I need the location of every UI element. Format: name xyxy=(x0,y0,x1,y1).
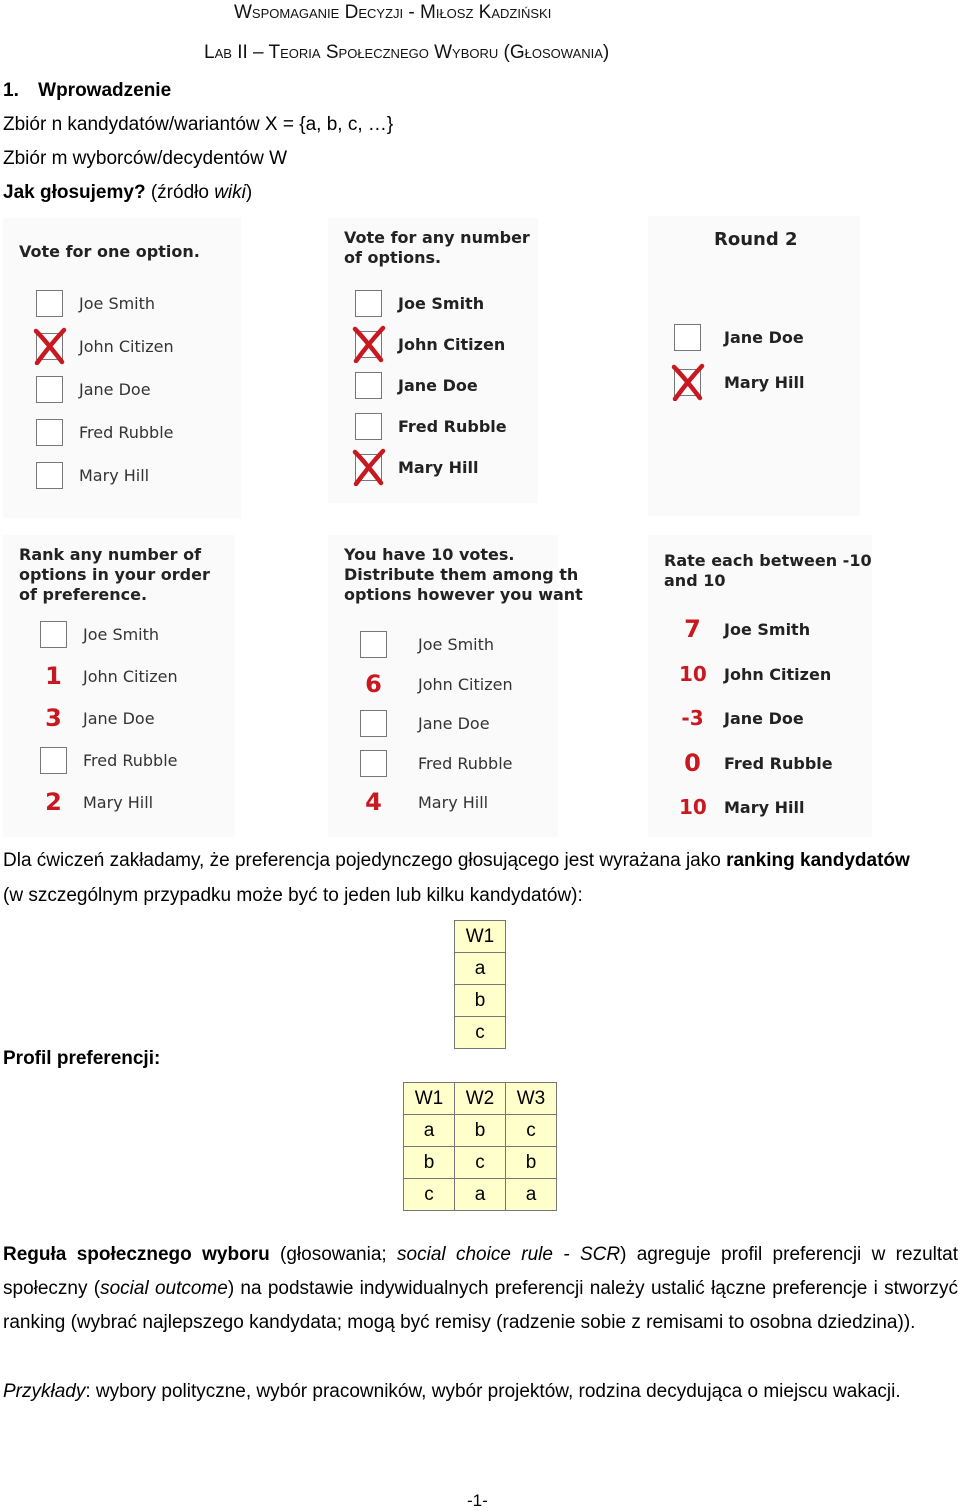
ballot-panel xyxy=(3,535,235,837)
ballot-checkbox[interactable] xyxy=(360,631,387,658)
source-prefix: (źródło xyxy=(150,182,215,203)
candidate-label: Joe Smith xyxy=(724,620,811,639)
table-header: W2 xyxy=(455,1083,506,1115)
ballot-mark: 1 xyxy=(45,662,62,690)
scr-italic: social choice rule - SCR xyxy=(397,1244,621,1265)
candidate-label: Joe Smith xyxy=(79,294,156,313)
examples-line xyxy=(3,1381,901,1403)
candidate-label: Jane Doe xyxy=(83,709,155,728)
candidate-label: Mary Hill xyxy=(79,466,150,485)
ballot-checkbox[interactable] xyxy=(360,750,387,777)
ballot-title: You have 10 votes. Distribute them among th options however you want xyxy=(344,545,583,604)
ballot-title: Rank any number of options in your order of preference. xyxy=(19,545,210,604)
x-mark-icon xyxy=(32,327,68,365)
source-wiki: wiki xyxy=(214,182,246,203)
table-cell: b xyxy=(455,1115,506,1147)
ballot-mark: 2 xyxy=(45,788,62,816)
ballot-checkbox[interactable] xyxy=(36,376,63,403)
section-number: 1. xyxy=(3,80,19,101)
scr-text: ) na podstawie indywidualnych preferencji należy ustalić łączne preferencje i stworzyć ranking (wybrać najlepszego kandydata; mogą być remisy (radzenie sobie z remisami to osobna dziedzina)). xyxy=(3,1278,958,1333)
single-voter-table xyxy=(454,920,506,1049)
scr-text: ) agreguje profil preferencji w rezultat społeczny ( xyxy=(3,1244,958,1299)
ballot-checkbox[interactable] xyxy=(355,290,382,317)
ballot-panel xyxy=(648,216,860,516)
candidate-label: Jane Doe xyxy=(724,328,804,347)
ballot-title: Rate each between -10 and 10 xyxy=(664,551,872,590)
candidate-label: Joe Smith xyxy=(83,625,160,644)
candidate-label: Mary Hill xyxy=(83,793,154,812)
ballot-title: Round 2 xyxy=(714,229,798,250)
ballot-title: Vote for one option. xyxy=(19,242,200,261)
candidate-label: Mary Hill xyxy=(724,373,805,392)
intro-question xyxy=(3,182,252,204)
table-header: W3 xyxy=(506,1083,557,1115)
table-cell: a xyxy=(506,1179,557,1211)
ballot-checkbox[interactable] xyxy=(355,372,382,399)
ranking-bold: ranking kandydatów xyxy=(726,850,910,871)
candidate-label: John Citizen xyxy=(83,667,178,686)
ballot-checkbox[interactable] xyxy=(36,290,63,317)
candidate-label: Jane Doe xyxy=(79,380,151,399)
ballot-checkbox[interactable] xyxy=(36,462,63,489)
scr-term: Reguła społecznego wyboru xyxy=(3,1244,270,1265)
profile-table xyxy=(403,1082,557,1211)
ballot-mark: 10 xyxy=(679,661,707,686)
table-cell: c xyxy=(506,1115,557,1147)
x-mark-icon xyxy=(351,325,387,363)
header-line-1: Wspomaganie Decyzji - Miłosz Kadziński xyxy=(234,2,552,23)
ballot-panel xyxy=(3,218,241,518)
candidate-label: John Citizen xyxy=(418,674,513,694)
candidate-label: Mary Hill xyxy=(724,798,805,817)
ballot-mark: 3 xyxy=(45,704,62,732)
table-cell: c xyxy=(455,1017,506,1049)
ballot-mark: 0 xyxy=(684,748,701,777)
table-cell: a xyxy=(404,1115,455,1147)
intro-candidates: Zbiór n kandydatów/wariantów X = {a, b, c, …} xyxy=(3,114,394,135)
table-cell: c xyxy=(455,1147,506,1179)
profile-label: Profil preferencji: xyxy=(3,1048,161,1069)
examples-text: : wybory polityczne, wybór pracowników, wybór projektów, rodzina decydująca o miejscu wakacji. xyxy=(85,1381,901,1402)
ballot-panel xyxy=(328,535,583,837)
scr-paragraph xyxy=(3,1238,958,1340)
ballot-mark: 6 xyxy=(365,669,382,698)
table-cell: a xyxy=(455,1179,506,1211)
candidate-label: Fred Rubble xyxy=(398,417,507,436)
candidate-label: Fred Rubble xyxy=(83,751,178,770)
ballot-checkbox[interactable] xyxy=(360,710,387,737)
x-mark-icon xyxy=(351,448,387,486)
candidate-label: Jane Doe xyxy=(398,376,478,395)
table-cell: b xyxy=(455,985,506,1017)
header-line-2: Lab II – Teoria Społecznego Wyboru (Głosowania) xyxy=(204,42,610,63)
ballot-mark: 4 xyxy=(365,788,382,816)
candidate-label: John Citizen xyxy=(398,335,506,354)
scr-text: (głosowania; xyxy=(269,1244,398,1265)
table-cell: c xyxy=(404,1179,455,1211)
section-title: Wprowadzenie xyxy=(38,80,172,101)
ballot-checkbox[interactable] xyxy=(36,419,63,446)
intro-voters: Zbiór m wyborców/decydentów W xyxy=(3,148,288,169)
table-header: W1 xyxy=(404,1083,455,1115)
candidate-label: Fred Rubble xyxy=(418,753,513,773)
table-cell: b xyxy=(506,1147,557,1179)
ballot-mark: 10 xyxy=(679,795,707,819)
candidate-label: Joe Smith xyxy=(398,294,485,313)
candidate-label: Jane Doe xyxy=(724,709,804,728)
ballot-mark: -3 xyxy=(681,706,704,730)
table-cell: b xyxy=(404,1147,455,1179)
candidate-label: Fred Rubble xyxy=(79,423,174,442)
ballot-mark: 7 xyxy=(684,615,701,643)
candidate-label: Jane Doe xyxy=(418,714,490,733)
ranking-text-1: Dla ćwiczeń zakładamy, że preferencja pojedynczego głosującego jest wyrażana jako xyxy=(3,850,727,871)
candidate-label: Mary Hill xyxy=(418,793,489,812)
ballot-checkbox[interactable] xyxy=(40,747,67,774)
table-header: W1 xyxy=(455,921,506,953)
examples-label: Przykłady xyxy=(3,1381,86,1402)
ballot-title: Vote for any number of options. xyxy=(344,228,530,267)
scr-italic: social outcome xyxy=(100,1278,228,1299)
ranking-line-2: (w szczególnym przypadku może być to jeden lub kilku kandydatów): xyxy=(3,885,583,906)
candidate-label: John Citizen xyxy=(724,664,832,684)
x-mark-icon xyxy=(670,363,706,401)
candidate-label: Joe Smith xyxy=(418,635,495,654)
ballot-checkbox[interactable] xyxy=(674,324,701,351)
ballot-checkbox[interactable] xyxy=(355,413,382,440)
table-cell: a xyxy=(455,953,506,985)
page-number: -1- xyxy=(467,1491,488,1510)
candidate-label: Mary Hill xyxy=(398,458,479,477)
ranking-line-1 xyxy=(3,850,910,872)
source-suffix: ) xyxy=(245,182,253,203)
ballot-panel xyxy=(648,535,872,837)
candidate-label: John Citizen xyxy=(79,337,174,356)
section-heading xyxy=(3,80,171,102)
question-text: Jak głosujemy? xyxy=(3,182,146,203)
ballot-checkbox[interactable] xyxy=(40,621,67,648)
ballot-panel xyxy=(328,218,538,503)
candidate-label: Fred Rubble xyxy=(724,753,833,773)
